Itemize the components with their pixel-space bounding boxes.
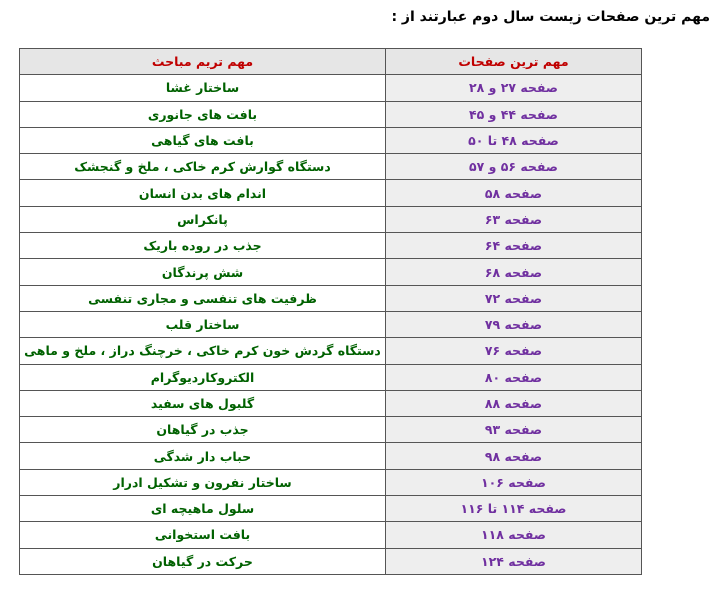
table-row [20, 233, 642, 259]
topic-cell: ساختار غشا [20, 75, 386, 101]
topic-cell: دستگاه گوارش کرم خاکی ، ملخ و گنجشک [20, 154, 386, 180]
table-row [20, 127, 642, 153]
table-row [20, 496, 642, 522]
page-cell: صفحه ۱۱۸ [386, 522, 642, 548]
topic-cell: پانکراس [20, 206, 386, 232]
table-row [20, 364, 642, 390]
table-row [20, 75, 642, 101]
table-row [20, 206, 642, 232]
page-cell: صفحه ۴۸ تا ۵۰ [386, 127, 642, 153]
table-row [20, 390, 642, 416]
page-cell: صفحه ۱۰۶ [386, 469, 642, 495]
table-header-row [20, 49, 642, 75]
header-pages: مهم ترین صفحات [386, 49, 642, 75]
page-cell: صفحه ۸۸ [386, 390, 642, 416]
page-cell: صفحه ۵۶ و ۵۷ [386, 154, 642, 180]
page-cell: صفحه ۱۲۴ [386, 548, 642, 574]
table-row [20, 180, 642, 206]
table-row [20, 443, 642, 469]
table-row [20, 101, 642, 127]
table-row [20, 417, 642, 443]
page-cell: صفحه ۵۸ [386, 180, 642, 206]
page-heading: مهم ترین صفحات زیست سال دوم عبارتند از : [391, 9, 710, 25]
topic-cell: اندام های بدن انسان [20, 180, 386, 206]
topic-cell: ساختار نفرون و تشکیل ادرار [20, 469, 386, 495]
topic-cell: دستگاه گردش خون کرم خاکی ، خرچنگ دراز ، ملخ و ماهی [20, 338, 386, 364]
page-cell: صفحه ۹۳ [386, 417, 642, 443]
topic-cell: گلبول های سفید [20, 390, 386, 416]
page-cell: صفحه ۸۰ [386, 364, 642, 390]
important-pages-table [19, 48, 642, 575]
page-cell: صفحه ۶۸ [386, 259, 642, 285]
header-topics: مهم تریم مباحث [20, 49, 386, 75]
table-row [20, 469, 642, 495]
page-cell: صفحه ۶۴ [386, 233, 642, 259]
topic-cell: ظرفیت های تنفسی و مجاری تنفسی [20, 285, 386, 311]
topic-cell: حرکت در گیاهان [20, 548, 386, 574]
page-cell: صفحه ۱۱۴ تا ۱۱۶ [386, 496, 642, 522]
topic-cell: حباب دار شدگی [20, 443, 386, 469]
page-cell: صفحه ۲۷ و ۲۸ [386, 75, 642, 101]
topic-cell: بافت های گیاهی [20, 127, 386, 153]
topic-cell: جذب در گیاهان [20, 417, 386, 443]
page-cell: صفحه ۴۴ و ۴۵ [386, 101, 642, 127]
topic-cell: بافت های جانوری [20, 101, 386, 127]
topic-cell: سلول ماهیچه ای [20, 496, 386, 522]
table-row [20, 522, 642, 548]
page-cell: صفحه ۷۶ [386, 338, 642, 364]
topic-cell: جذب در روده باریک [20, 233, 386, 259]
table-row [20, 259, 642, 285]
page-cell: صفحه ۹۸ [386, 443, 642, 469]
topic-cell: شش پرندگان [20, 259, 386, 285]
page-cell: صفحه ۶۳ [386, 206, 642, 232]
topic-cell: بافت استخوانی [20, 522, 386, 548]
table-row [20, 285, 642, 311]
table-row [20, 311, 642, 337]
topic-cell: الکتروکاردیوگرام [20, 364, 386, 390]
table-row [20, 154, 642, 180]
topic-cell: ساختار قلب [20, 311, 386, 337]
page-cell: صفحه ۷۲ [386, 285, 642, 311]
page-cell: صفحه ۷۹ [386, 311, 642, 337]
table-row [20, 338, 642, 364]
table-row [20, 548, 642, 574]
